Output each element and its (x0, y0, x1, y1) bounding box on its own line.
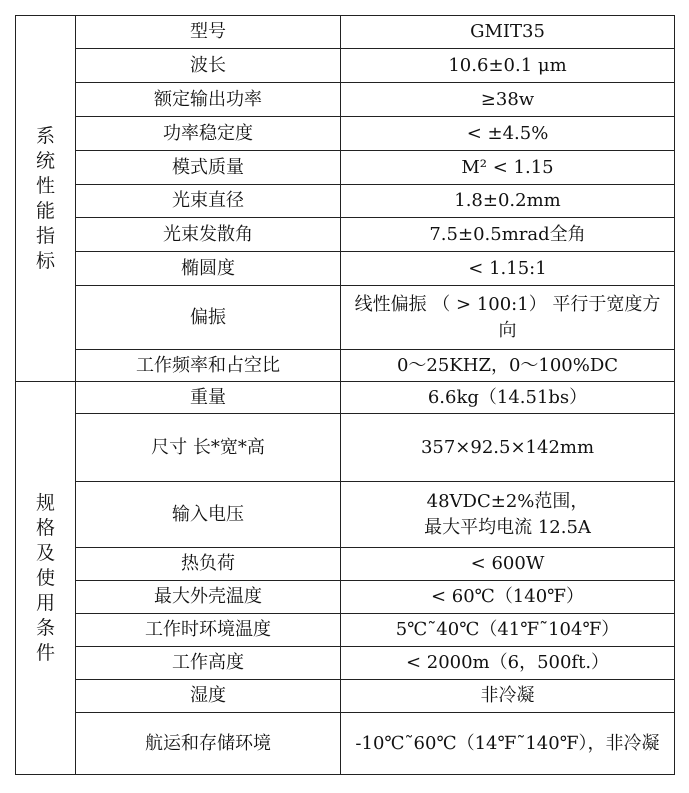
table-row (16, 713, 675, 775)
row-label: 航运和存储环境 (76, 713, 341, 775)
row-value: < 1.15:1 (341, 252, 675, 286)
row-value (341, 482, 675, 548)
row-value: 7.5±0.5mrad全角 (341, 218, 675, 252)
table-row (16, 482, 675, 548)
row-value: GMIT35 (341, 16, 675, 49)
table-row (16, 117, 675, 151)
table-row (16, 49, 675, 83)
row-value: < ±4.5% (341, 117, 675, 151)
table-row (16, 680, 675, 713)
row-label: 输入电压 (76, 482, 341, 548)
table-row (16, 185, 675, 218)
group-system-performance (16, 16, 76, 382)
spec-table (15, 15, 675, 775)
table-row (16, 83, 675, 117)
row-value: < 60℃（140℉） (341, 581, 675, 614)
row-value: 非冷凝 (341, 680, 675, 713)
row-label: 工作频率和占空比 (76, 350, 341, 382)
row-label: 光束直径 (76, 185, 341, 218)
row-label: 模式质量 (76, 151, 341, 185)
table-row (16, 286, 675, 350)
row-label: 尺寸 长*宽*高 (76, 414, 341, 482)
row-label: 湿度 (76, 680, 341, 713)
row-label: 光束发散角 (76, 218, 341, 252)
table-row (16, 16, 675, 49)
row-label: 工作时环境温度 (76, 614, 341, 647)
row-label: 工作高度 (76, 647, 341, 680)
row-value: 5℃˜40℃（41℉˜104℉） (341, 614, 675, 647)
row-label: 功率稳定度 (76, 117, 341, 151)
row-label: 椭圆度 (76, 252, 341, 286)
table-row (16, 382, 675, 414)
row-value: M² < 1.15 (341, 151, 675, 185)
row-value: < 600W (341, 548, 675, 581)
group-spec-conditions (16, 382, 76, 775)
table-row (16, 350, 675, 382)
row-label: 热负荷 (76, 548, 341, 581)
row-value: 线性偏振 （ > 100:1） 平行于宽度方向 (341, 286, 675, 350)
row-value: < 2000m（6，500ft.） (341, 647, 675, 680)
table-row (16, 647, 675, 680)
table-row (16, 581, 675, 614)
row-label: 偏振 (76, 286, 341, 350)
row-value: 6.6kg（14.51bs） (341, 382, 675, 414)
row-label: 额定输出功率 (76, 83, 341, 117)
table-row (16, 548, 675, 581)
table-row (16, 252, 675, 286)
row-label: 最大外壳温度 (76, 581, 341, 614)
row-label: 重量 (76, 382, 341, 414)
row-value: ≥38w (341, 83, 675, 117)
row-value: 357×92.5×142mm (341, 414, 675, 482)
row-value: -10℃˜60℃（14℉˜140℉），非冷凝 (341, 713, 675, 775)
row-value: 0～25KHZ，0～100%DC (341, 350, 675, 382)
value-line: 48VDC±2%范围， (426, 490, 589, 512)
table-row (16, 614, 675, 647)
group-label: 规格及使用条件 (35, 491, 55, 664)
row-value: 10.6±0.1 μm (341, 49, 675, 83)
value-line: 最大平均电流 12.5A (424, 516, 591, 538)
table-row (16, 151, 675, 185)
table-row (16, 414, 675, 482)
row-label: 型号 (76, 16, 341, 49)
table-row (16, 218, 675, 252)
group-label: 系统性能指标 (35, 124, 55, 272)
row-value: 1.8±0.2mm (341, 185, 675, 218)
row-label: 波长 (76, 49, 341, 83)
